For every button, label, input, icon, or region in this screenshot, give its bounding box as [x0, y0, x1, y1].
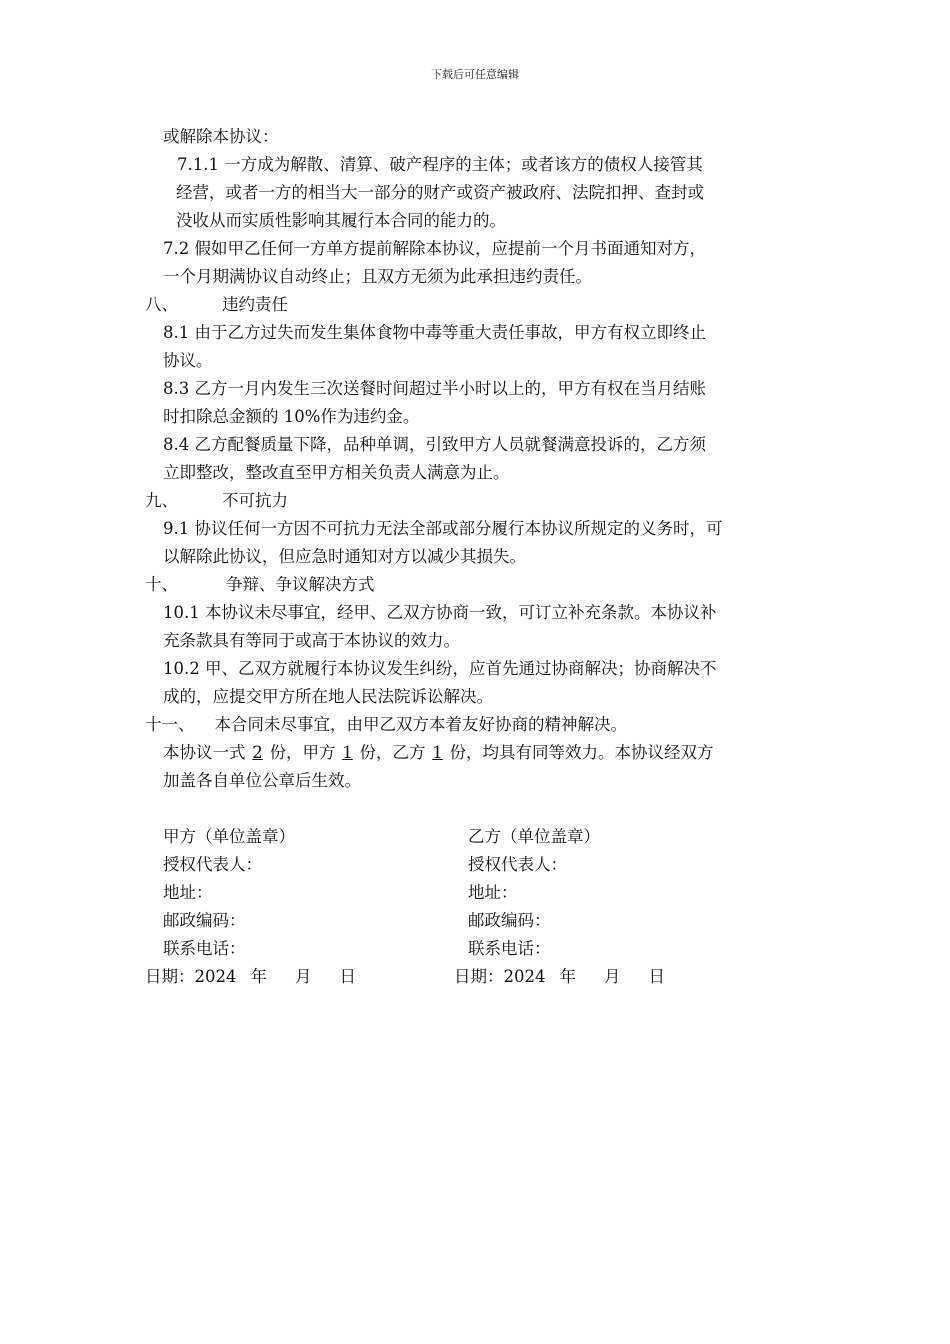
clause-7-2-line-2: 一个月期满协议自动终止；且双方无须为此承担违约责任。 — [163, 267, 592, 286]
clause-7-1-1-line-1: 7.1.1 一方成为解散、清算、破产程序的主体；或者该方的债权人接管其 — [177, 155, 703, 174]
copies-text: 本协议一式 — [163, 743, 246, 762]
section-number: 十一、 — [145, 715, 195, 734]
clause-10-2-line-2: 成的，应提交甲方所在地人民法院诉讼解决。 — [163, 687, 493, 706]
section-number: 八、 — [145, 295, 178, 314]
paragraph-line: 加盖各自单位公章后生效。 — [163, 771, 361, 790]
date-label: 日期： — [145, 967, 195, 986]
section-9-heading — [145, 491, 288, 511]
party-b-rep: 授权代表人： — [468, 855, 567, 874]
date-month-unit: 月 — [295, 967, 312, 986]
date-year-unit: 年 — [559, 967, 576, 986]
clause-8-4-line-1: 8.4 乙方配餐质量下降，品种单调，引致甲方人员就餐满意投诉的，乙方须 — [163, 435, 706, 454]
copies-text: 份，均具有同等效力。本协议经双方 — [449, 743, 714, 762]
copies-party-a: 1 — [342, 743, 353, 762]
date-month-unit: 月 — [604, 967, 621, 986]
section-title: 违约责任 — [222, 295, 288, 314]
clause-8-3-line-2: 时扣除总金额的 10%作为违约金。 — [163, 407, 420, 426]
clause-7-1-1-line-3: 没收从而实质性影响其履行本合同的能力的。 — [176, 211, 506, 230]
party-b-date — [454, 967, 665, 987]
page-header: 下载后可任意编辑 — [431, 68, 519, 81]
section-10-heading — [145, 575, 375, 595]
clause-9-1-line-1: 9.1 协议任何一方因不可抗力无法全部或部分履行本协议所规定的义务时，可 — [163, 519, 723, 538]
clause-8-3-line-1: 8.3 乙方一月内发生三次送餐时间超过半小时以上的，甲方有权在当月结账 — [163, 379, 706, 398]
copies-text: 份，甲方 — [269, 743, 336, 762]
section-title: 争辩、争议解决方式 — [226, 575, 375, 594]
section-number: 九、 — [145, 491, 178, 510]
clause-7-1-1-line-2: 经营，或者一方的相当大一部分的财产或资产被政府、法院扣押、查封或 — [176, 183, 704, 202]
copies-line — [163, 743, 714, 763]
date-day-unit: 日 — [648, 967, 665, 986]
party-a-phone: 联系电话： — [163, 939, 246, 958]
party-a-rep: 授权代表人： — [163, 855, 262, 874]
clause-8-4-line-2: 立即整改，整改直至甲方相关负责人满意为止。 — [163, 463, 510, 482]
date-day-unit: 日 — [339, 967, 356, 986]
section-11-heading — [145, 715, 627, 735]
party-a-name: 甲方（单位盖章） — [163, 827, 295, 846]
copies-text: 份，乙方 — [359, 743, 426, 762]
party-a-postcode: 邮政编码： — [163, 911, 246, 930]
party-b-phone: 联系电话： — [468, 939, 551, 958]
section-title: 本合同未尽事宜，由甲乙双方本着友好协商的精神解决。 — [214, 715, 627, 734]
date-year-unit: 年 — [250, 967, 267, 986]
party-b-name: 乙方（单位盖章） — [468, 827, 600, 846]
party-a-date — [145, 967, 356, 987]
clause-10-1-line-2: 充条款具有等同于或高于本协议的效力。 — [163, 631, 460, 650]
copies-total: 2 — [252, 743, 263, 762]
party-a-address: 地址： — [163, 883, 213, 902]
copies-party-b: 1 — [432, 743, 443, 762]
section-8-heading — [145, 295, 288, 315]
clause-8-1-line-2: 协议。 — [163, 351, 213, 370]
clause-10-1-line-1: 10.1 本协议未尽事宜，经甲、乙双方协商一致，可订立补充条款。本协议补 — [163, 603, 717, 622]
date-label: 日期： — [454, 967, 504, 986]
date-year: 2024 — [194, 967, 237, 986]
clause-9-1-line-2: 以解除此协议，但应急时通知对方以减少其损失。 — [163, 547, 526, 566]
clause-10-2-line-1: 10.2 甲、乙双方就履行本协议发生纠纷，应首先通过协商解决；协商解决不 — [163, 659, 717, 678]
clause-7-2-line-1: 7.2 假如甲乙任何一方单方提前解除本协议，应提前一个月书面通知对方， — [163, 239, 706, 258]
party-b-postcode: 邮政编码： — [468, 911, 551, 930]
party-b-address: 地址： — [468, 883, 518, 902]
paragraph-line: 或解除本协议： — [163, 127, 279, 146]
section-title: 不可抗力 — [222, 491, 288, 510]
section-number: 十、 — [145, 575, 178, 594]
date-year: 2024 — [503, 967, 546, 986]
clause-8-1-line-1: 8.1 由于乙方过失而发生集体食物中毒等重大责任事故，甲方有权立即终止 — [163, 323, 706, 342]
